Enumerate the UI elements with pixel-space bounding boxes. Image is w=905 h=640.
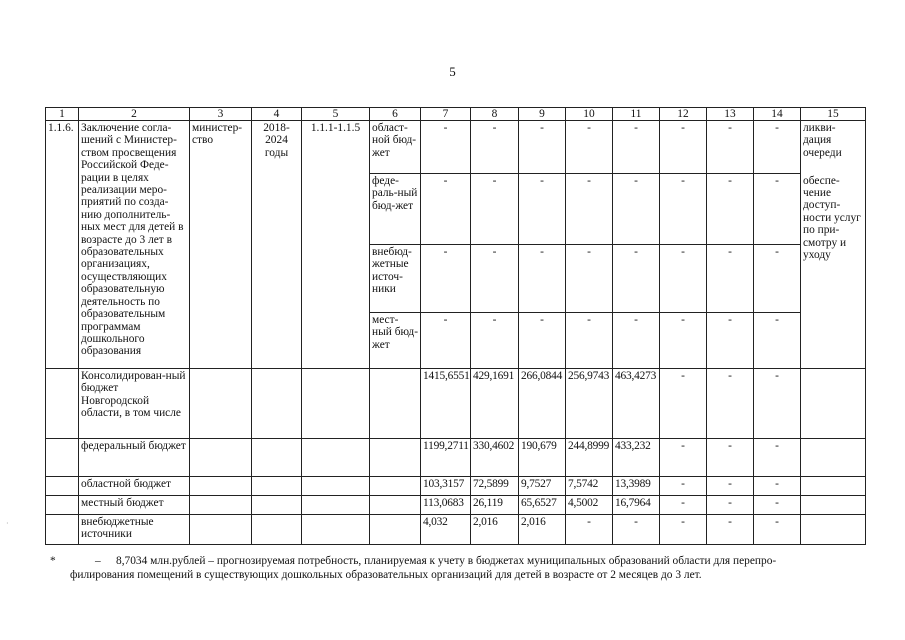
footnote-dash: –: [95, 555, 101, 567]
item-name: Заключение согла-шений с Министер-ством просвещения Российской Феде-рации в целях реализации меро-приятий по созда-нию дополнитель-ных мест для детей в возрасте до 3 лет в образовательных организациях, осуществляющих образовательную деятельность по образовательным программам дошкольного образования: [79, 121, 190, 369]
empty-cell: [801, 439, 866, 477]
header-cell: 12: [660, 108, 707, 121]
table-row: [46, 477, 866, 496]
value-cell: -: [660, 496, 707, 515]
value-cell: -: [754, 369, 801, 439]
value-cell: -: [613, 245, 660, 313]
value-cell: -: [471, 174, 519, 245]
value-cell: -: [566, 121, 613, 174]
empty-cell: [370, 515, 421, 545]
empty-cell: [190, 477, 252, 496]
summary-label: внебюджетные источники: [79, 515, 190, 545]
item-period: 2018-2024 годы: [252, 121, 302, 369]
value-cell: -: [754, 313, 801, 369]
empty-cell: [190, 515, 252, 545]
item-target-ref: 1.1.1-1.1.5: [302, 121, 370, 369]
value-cell: 9,7527: [519, 477, 566, 496]
value-cell: -: [519, 174, 566, 245]
empty-cell: [370, 477, 421, 496]
value-cell: 256,9743: [566, 369, 613, 439]
value-cell: 16,7964: [613, 496, 660, 515]
value-cell: -: [754, 515, 801, 545]
scan-speck: ·: [6, 519, 9, 528]
header-cell: 8: [471, 108, 519, 121]
value-cell: -: [707, 439, 754, 477]
header-cell: 6: [370, 108, 421, 121]
value-cell: 330,4602: [471, 439, 519, 477]
header-cell: 9: [519, 108, 566, 121]
summary-label: Консолидирован-ный бюджет Новгородской области, в том числе: [79, 369, 190, 439]
header-cell: 3: [190, 108, 252, 121]
source-cell: мест-ный бюд-жет: [370, 313, 421, 369]
value-cell: -: [660, 121, 707, 174]
header-cell: 4: [252, 108, 302, 121]
summary-label: местный бюджет: [79, 496, 190, 515]
value-cell: -: [707, 369, 754, 439]
value-cell: -: [707, 515, 754, 545]
empty-cell: [302, 477, 370, 496]
summary-label: областной бюджет: [79, 477, 190, 496]
value-cell: -: [754, 439, 801, 477]
value-cell: 429,1691: [471, 369, 519, 439]
value-cell: 7,5742: [566, 477, 613, 496]
value-cell: 244,8999: [566, 439, 613, 477]
value-cell: -: [660, 515, 707, 545]
table-row: [46, 439, 866, 477]
value-cell: -: [707, 496, 754, 515]
item-number: 1.1.6.: [46, 121, 79, 369]
value-cell: -: [613, 313, 660, 369]
value-cell: 1199,2711: [421, 439, 471, 477]
footnote: [50, 555, 865, 582]
budget-table: [45, 107, 866, 545]
value-cell: -: [421, 121, 471, 174]
value-cell: -: [471, 245, 519, 313]
header-cell: 5: [302, 108, 370, 121]
value-cell: 4,032: [421, 515, 471, 545]
table-row: [46, 121, 866, 174]
empty-cell: [190, 496, 252, 515]
value-cell: -: [519, 245, 566, 313]
value-cell: 463,4273: [613, 369, 660, 439]
value-cell: -: [660, 245, 707, 313]
value-cell: -: [566, 174, 613, 245]
value-cell: -: [566, 313, 613, 369]
table-row: [46, 369, 866, 439]
empty-cell: [252, 496, 302, 515]
value-cell: -: [707, 121, 754, 174]
value-cell: -: [707, 245, 754, 313]
empty-cell: [302, 439, 370, 477]
value-cell: -: [613, 515, 660, 545]
value-cell: 26,119: [471, 496, 519, 515]
value-cell: -: [707, 174, 754, 245]
summary-label: федеральный бюджет: [79, 439, 190, 477]
value-cell: 2,016: [519, 515, 566, 545]
empty-cell: [801, 515, 866, 545]
empty-cell: [252, 439, 302, 477]
empty-cell: [252, 515, 302, 545]
value-cell: -: [421, 174, 471, 245]
header-cell: 2: [79, 108, 190, 121]
value-cell: -: [660, 313, 707, 369]
value-cell: -: [754, 245, 801, 313]
header-cell: 13: [707, 108, 754, 121]
value-cell: -: [754, 174, 801, 245]
value-cell: -: [613, 174, 660, 245]
header-cell: 7: [421, 108, 471, 121]
value-cell: -: [754, 121, 801, 174]
table-row: [46, 515, 866, 545]
empty-cell: [46, 496, 79, 515]
footnote-line-1: 8,7034 млн.рублей – прогнозируемая потребность, планируемая к учету в бюджетах муниципальных образований области для перепро-: [116, 555, 777, 567]
value-cell: -: [707, 477, 754, 496]
empty-cell: [252, 477, 302, 496]
value-cell: 65,6527: [519, 496, 566, 515]
empty-cell: [801, 496, 866, 515]
page-number: 5: [449, 64, 456, 79]
empty-cell: [370, 439, 421, 477]
empty-cell: [302, 369, 370, 439]
empty-cell: [252, 369, 302, 439]
empty-cell: [46, 439, 79, 477]
header-cell: 11: [613, 108, 660, 121]
footnote-mark: *: [50, 555, 56, 567]
value-cell: 113,0683: [421, 496, 471, 515]
empty-cell: [801, 477, 866, 496]
header-cell: 14: [754, 108, 801, 121]
empty-cell: [370, 496, 421, 515]
value-cell: -: [421, 245, 471, 313]
empty-cell: [302, 515, 370, 545]
value-cell: 2,016: [471, 515, 519, 545]
value-cell: -: [613, 121, 660, 174]
header-cell: 1: [46, 108, 79, 121]
value-cell: -: [566, 515, 613, 545]
value-cell: 13,3989: [613, 477, 660, 496]
empty-cell: [190, 439, 252, 477]
value-cell: 266,0844: [519, 369, 566, 439]
empty-cell: [190, 369, 252, 439]
value-cell: -: [660, 369, 707, 439]
result-cell: обеспе-чение доступ-ности услуг по при-смотру и уходу: [801, 174, 866, 369]
value-cell: 103,3157: [421, 477, 471, 496]
empty-cell: [370, 369, 421, 439]
result-cell: ликви-дация очереди: [801, 121, 866, 174]
empty-cell: [46, 369, 79, 439]
value-cell: -: [707, 313, 754, 369]
value-cell: -: [660, 439, 707, 477]
table-row: [46, 496, 866, 515]
empty-cell: [46, 477, 79, 496]
value-cell: 4,5002: [566, 496, 613, 515]
header-cell: 15: [801, 108, 866, 121]
value-cell: 190,679: [519, 439, 566, 477]
value-cell: -: [471, 313, 519, 369]
value-cell: -: [471, 121, 519, 174]
value-cell: -: [660, 477, 707, 496]
source-cell: внебюд-жетные источ-ники: [370, 245, 421, 313]
value-cell: -: [519, 121, 566, 174]
value-cell: -: [660, 174, 707, 245]
value-cell: 433,232: [613, 439, 660, 477]
source-cell: феде-раль-ный бюд-жет: [370, 174, 421, 245]
empty-cell: [46, 515, 79, 545]
empty-cell: [302, 496, 370, 515]
value-cell: 1415,6551: [421, 369, 471, 439]
table-row: [46, 108, 866, 121]
item-executor: министер-ство: [190, 121, 252, 369]
value-cell: -: [754, 496, 801, 515]
value-cell: -: [754, 477, 801, 496]
value-cell: -: [566, 245, 613, 313]
header-cell: 10: [566, 108, 613, 121]
value-cell: -: [519, 313, 566, 369]
footnote-line-2: филирования помещений в существующих дошкольных образовательных организаций для детей в возрасте от 2 месяцев до 3 лет.: [70, 568, 702, 581]
source-cell: област-ной бюд-жет: [370, 121, 421, 174]
empty-cell: [801, 369, 866, 439]
value-cell: 72,5899: [471, 477, 519, 496]
value-cell: -: [421, 313, 471, 369]
